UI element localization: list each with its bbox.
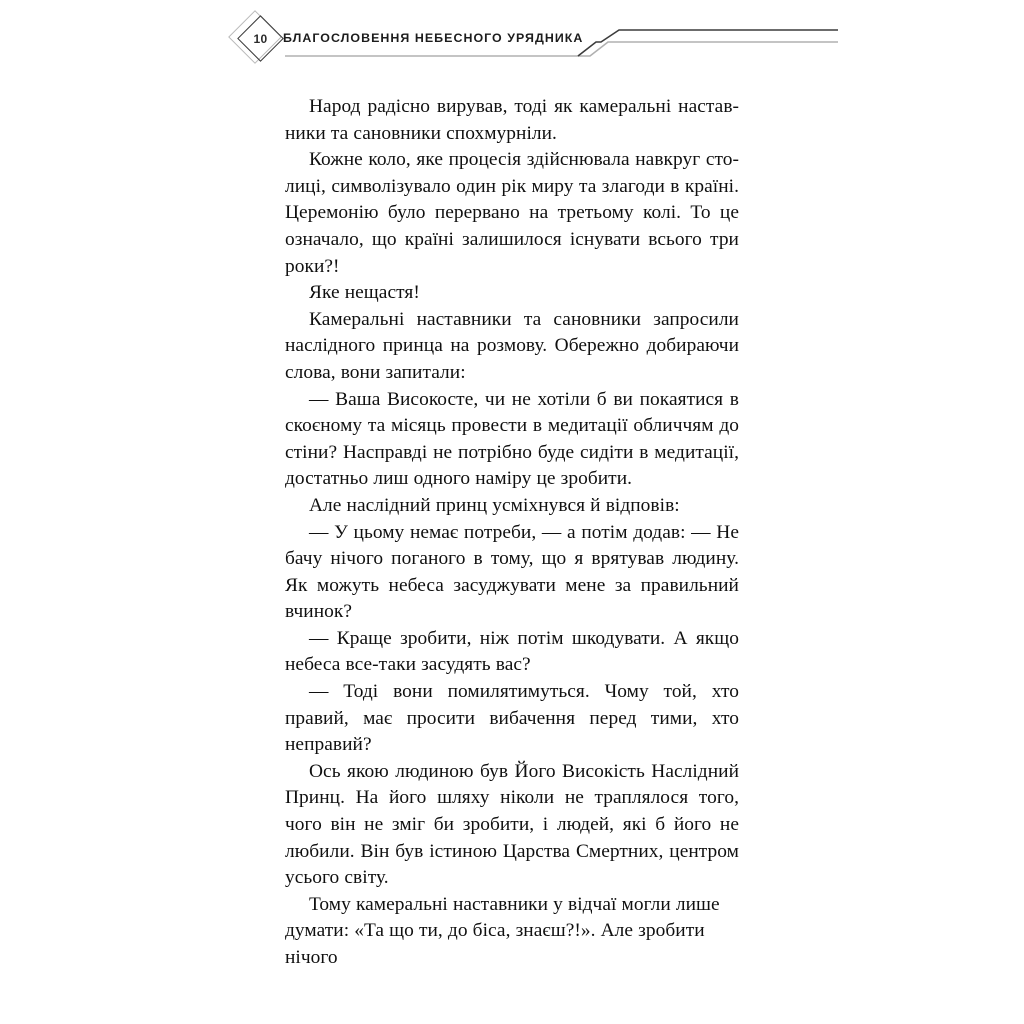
running-title: БЛАГОСЛОВЕННЯ НЕБЕСНОГО УРЯДНИКА [283,31,584,45]
paragraph: — Тоді вони помилятимуться. Чому той, хто правий, має просити вибачення перед тими, хто неправий? [285,681,739,756]
folio-diamond-mark [234,16,290,72]
page-header [0,0,1024,80]
page-number: 10 [253,31,268,46]
paragraph: Але наслідний принц усміхнувся й відповів: [309,494,680,516]
paragraph: — Ваша Високосте, чи не хотіли б ви покаятися в скоєному та місяць провести в медитації обличчям до стіни? Насправді не потрібно буде сидіти в медитації, достатньо лиш одного наміру це зробити. [285,388,739,490]
paragraph: Яке нещастя! [309,282,420,304]
paragraph: Тому камеральні наставники у відчаї могли лише думати: «Та що ти, до біса, знаєш?!». Але зробити нічого [285,893,720,968]
paragraph: — У цьому немає потреби, — а потім додав: — Не бачу нічого поганого в тому, що я врятував людину. Як можуть небеса засуджувати мене за правильний вчинок? [285,521,739,623]
paragraph: Кожне коло, яке процесія здійснювала навкруг столиці, символізувало один рік миру та злагоди в країні. Церемонію було перервано на третьому колі. То це означало, що країні залишилося існувати всього три роки?! [285,149,739,277]
paragraph: Ось якою людиною був Його Високість Наслідний Принц. На його шляху ніколи не траплялося того, чого він не зміг би зробити, і людей, які б його не любили. Він був істиною Царства Смертних, центром усього світу. [285,760,739,889]
paragraph: — Краще зробити, ніж потім шкодувати. А якщо небеса все-таки засудять вас? [285,627,739,676]
paragraph: Народ радісно вирував, тоді як камеральні наставники та сановники спохмурніли. [285,96,739,144]
body-text-column [285,94,739,972]
paragraph: Камеральні наставники та сановники запросили наслідного принца на розмову. Обережно добираючи слова, вони запитали: [285,308,739,383]
